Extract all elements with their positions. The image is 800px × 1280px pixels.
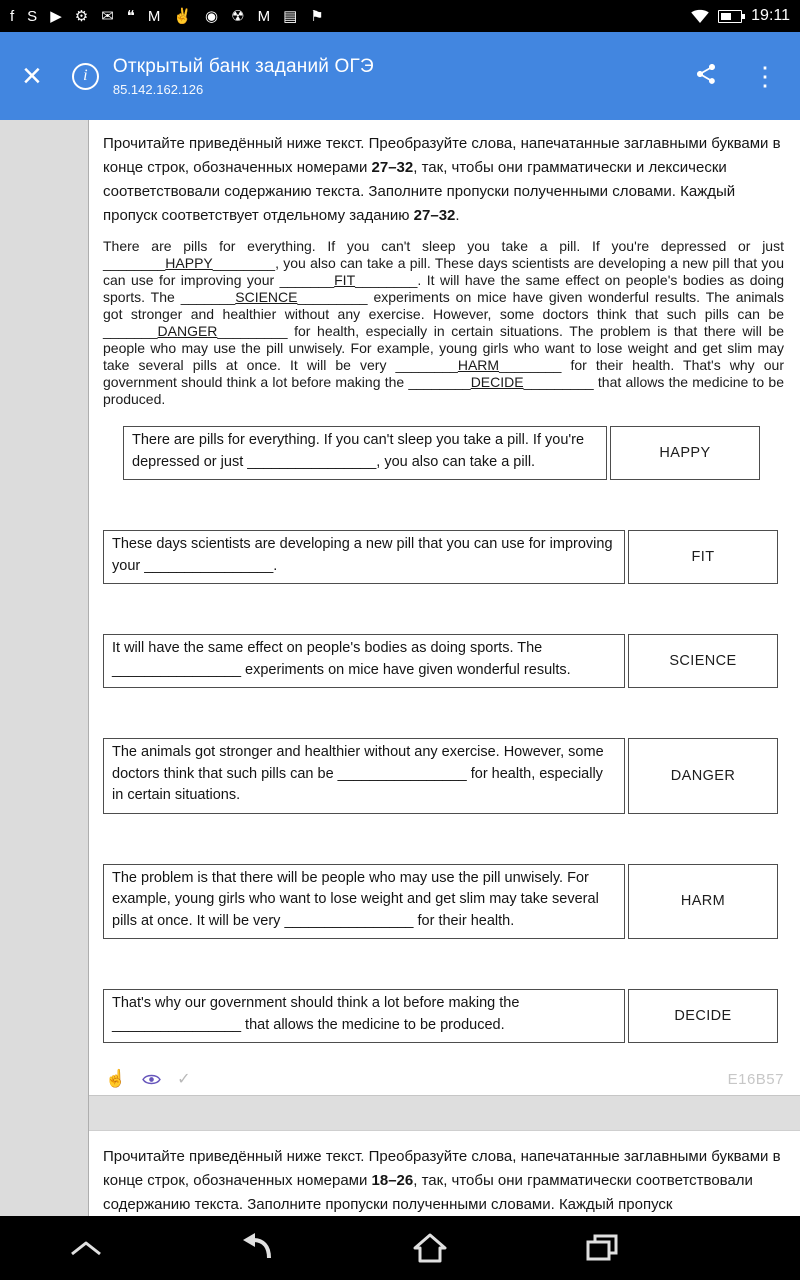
answer-word: HARM [628, 864, 778, 940]
task-instruction: Прочитайте приведённый ниже текст. Преобразуйте слова, напечатанные заглавными буквами в конце строк, обозначенных номерами 18–26, так, чтобы они грамматически соответствовали содержанию текста. Заполните пропуски полученными словами. Каждый пропуск [103, 1148, 781, 1213]
check-icon[interactable]: ✓ [177, 1071, 191, 1088]
sentence-cell: That's why our government should think a lot before making the ________________ that allows the medicine to be produced. [103, 989, 625, 1043]
content-area [0, 120, 800, 1216]
share-icon[interactable] [694, 62, 718, 91]
app-bar [0, 32, 800, 120]
gesture-icon: ✌ [173, 7, 193, 25]
status-right [691, 7, 790, 25]
answer-word: HAPPY [610, 426, 760, 480]
answer-word: FIT [628, 530, 778, 584]
page-url: 85.142.162.126 [112, 81, 204, 97]
battery-icon [718, 10, 742, 23]
task-18-26 [103, 1131, 784, 1216]
email-icon: ✉ [101, 7, 114, 25]
gap-word-danger: DANGER [157, 323, 218, 339]
notification-icons [10, 9, 324, 24]
table-row [103, 530, 778, 584]
task-instruction: Прочитайте приведённый ниже текст. Преобразуйте слова, напечатанные заглавными буквами в конце строк, обозначенных номерами 27–32, так, чтобы они грамматически и лексически соответствовали содержанию текста. Заполните пропуски полученными словами. Каждый пропуск соответствует отдельному заданию 27–32. [103, 135, 781, 224]
answer-word: SCIENCE [628, 634, 778, 688]
gap-word-science: SCIENCE [235, 289, 298, 305]
title-block [113, 56, 374, 97]
overflow-menu-icon[interactable]: ⋮ [752, 61, 778, 91]
chevron-up-icon [64, 1238, 108, 1258]
home-icon [410, 1232, 450, 1264]
answer-word: DECIDE [628, 989, 778, 1043]
table-row [123, 426, 760, 480]
sentence-cell: There are pills for everything. If you can't sleep you take a pill. If you're depressed or just ________________, you also can take a pill. [123, 426, 607, 480]
sentence-cell: It will have the same effect on people's bodies as doing sports. The ________________ experiments on mice have given wonderful results. [103, 634, 625, 688]
eye-icon[interactable] [142, 1073, 161, 1086]
answer-word: DANGER [628, 738, 778, 814]
page-title: Открытый банк заданий ОГЭ [112, 55, 374, 77]
recents-button[interactable] [516, 1233, 688, 1263]
clock: 19:11 [751, 7, 790, 24]
notes-icon: ▤ [283, 7, 298, 25]
sentence-cell: The problem is that there will be people who may use the pill unwisely. For example, young girls who want to lose weight and get slim may take several pills at once. It will be very ________________ for their health. [103, 864, 625, 940]
back-arrow-icon [240, 1231, 276, 1265]
gap-word-fit: FIT [334, 272, 356, 288]
instagram-icon: ◉ [205, 7, 219, 25]
document-page[interactable] [88, 120, 800, 1216]
table-row [103, 864, 778, 940]
task-footer [103, 1069, 784, 1089]
task-27-32 [103, 132, 784, 1089]
table-row [103, 634, 778, 688]
hand-pointer-icon[interactable]: ☝ [105, 1069, 127, 1088]
messenger-icon: ❝ [126, 7, 135, 25]
home-button[interactable] [344, 1232, 516, 1264]
gap-word-happy: HAPPY [165, 255, 213, 271]
hide-nav-button[interactable] [0, 1238, 172, 1258]
gmail-icon: M [147, 7, 161, 25]
facebook-icon: f [10, 7, 15, 25]
table-row [103, 989, 778, 1043]
youtube-icon: ▶ [50, 7, 62, 25]
app-bar-actions [694, 62, 778, 91]
passage-text: There are pills for everything. If you can't sleep you take a pill. If you're depressed or just ________HAPPY________, you also can take a pill. These days scientists are developing a new pill that you can use for improving your _______FIT________. It will have the same effect on people's bodies as doing sports. The _______SCIENCE_________ experiments on mice have given wonderful results. The animals got stronger and healthier without any exercise. However, some doctors think that such pills can be _______DANGER_________ for health, especially in certain situations. The problem is that there will be people who may use the pill unwisely. For example, young girls who want to lose weight and get slim may take several pills at once. It will be very ________HARM________ for their health. That's why our government should think a lot before making the ________DECIDE_________ that allows the medicine to be produced. [103, 238, 784, 407]
navigation-bar [0, 1216, 800, 1280]
skype-icon: S [27, 7, 38, 25]
table-row [103, 738, 778, 814]
mail-icon: M [257, 7, 271, 25]
page-left-margin [0, 120, 88, 1216]
status-bar [0, 0, 800, 32]
info-icon[interactable]: i [72, 63, 99, 90]
sentence-cell: These days scientists are developing a new pill that you can use for improving your ________________. [103, 530, 625, 584]
sentence-cell: The animals got stronger and healthier without any exercise. However, some doctors think that such pills can be ________________ for health, especially in certain situations. [103, 738, 625, 814]
tools-icon: ⚙ [74, 7, 89, 25]
gap-word-decide: DECIDE [470, 374, 524, 390]
task-separator [89, 1095, 800, 1131]
radiation-icon: ☢ [231, 7, 245, 25]
close-icon[interactable]: × [22, 57, 42, 95]
recents-icon [584, 1233, 620, 1263]
task-code: E16B57 [727, 1070, 784, 1088]
back-button[interactable] [172, 1231, 344, 1265]
wifi-icon [691, 9, 709, 23]
gap-word-harm: HARM [457, 357, 500, 373]
shop-icon: ⚑ [310, 7, 324, 25]
